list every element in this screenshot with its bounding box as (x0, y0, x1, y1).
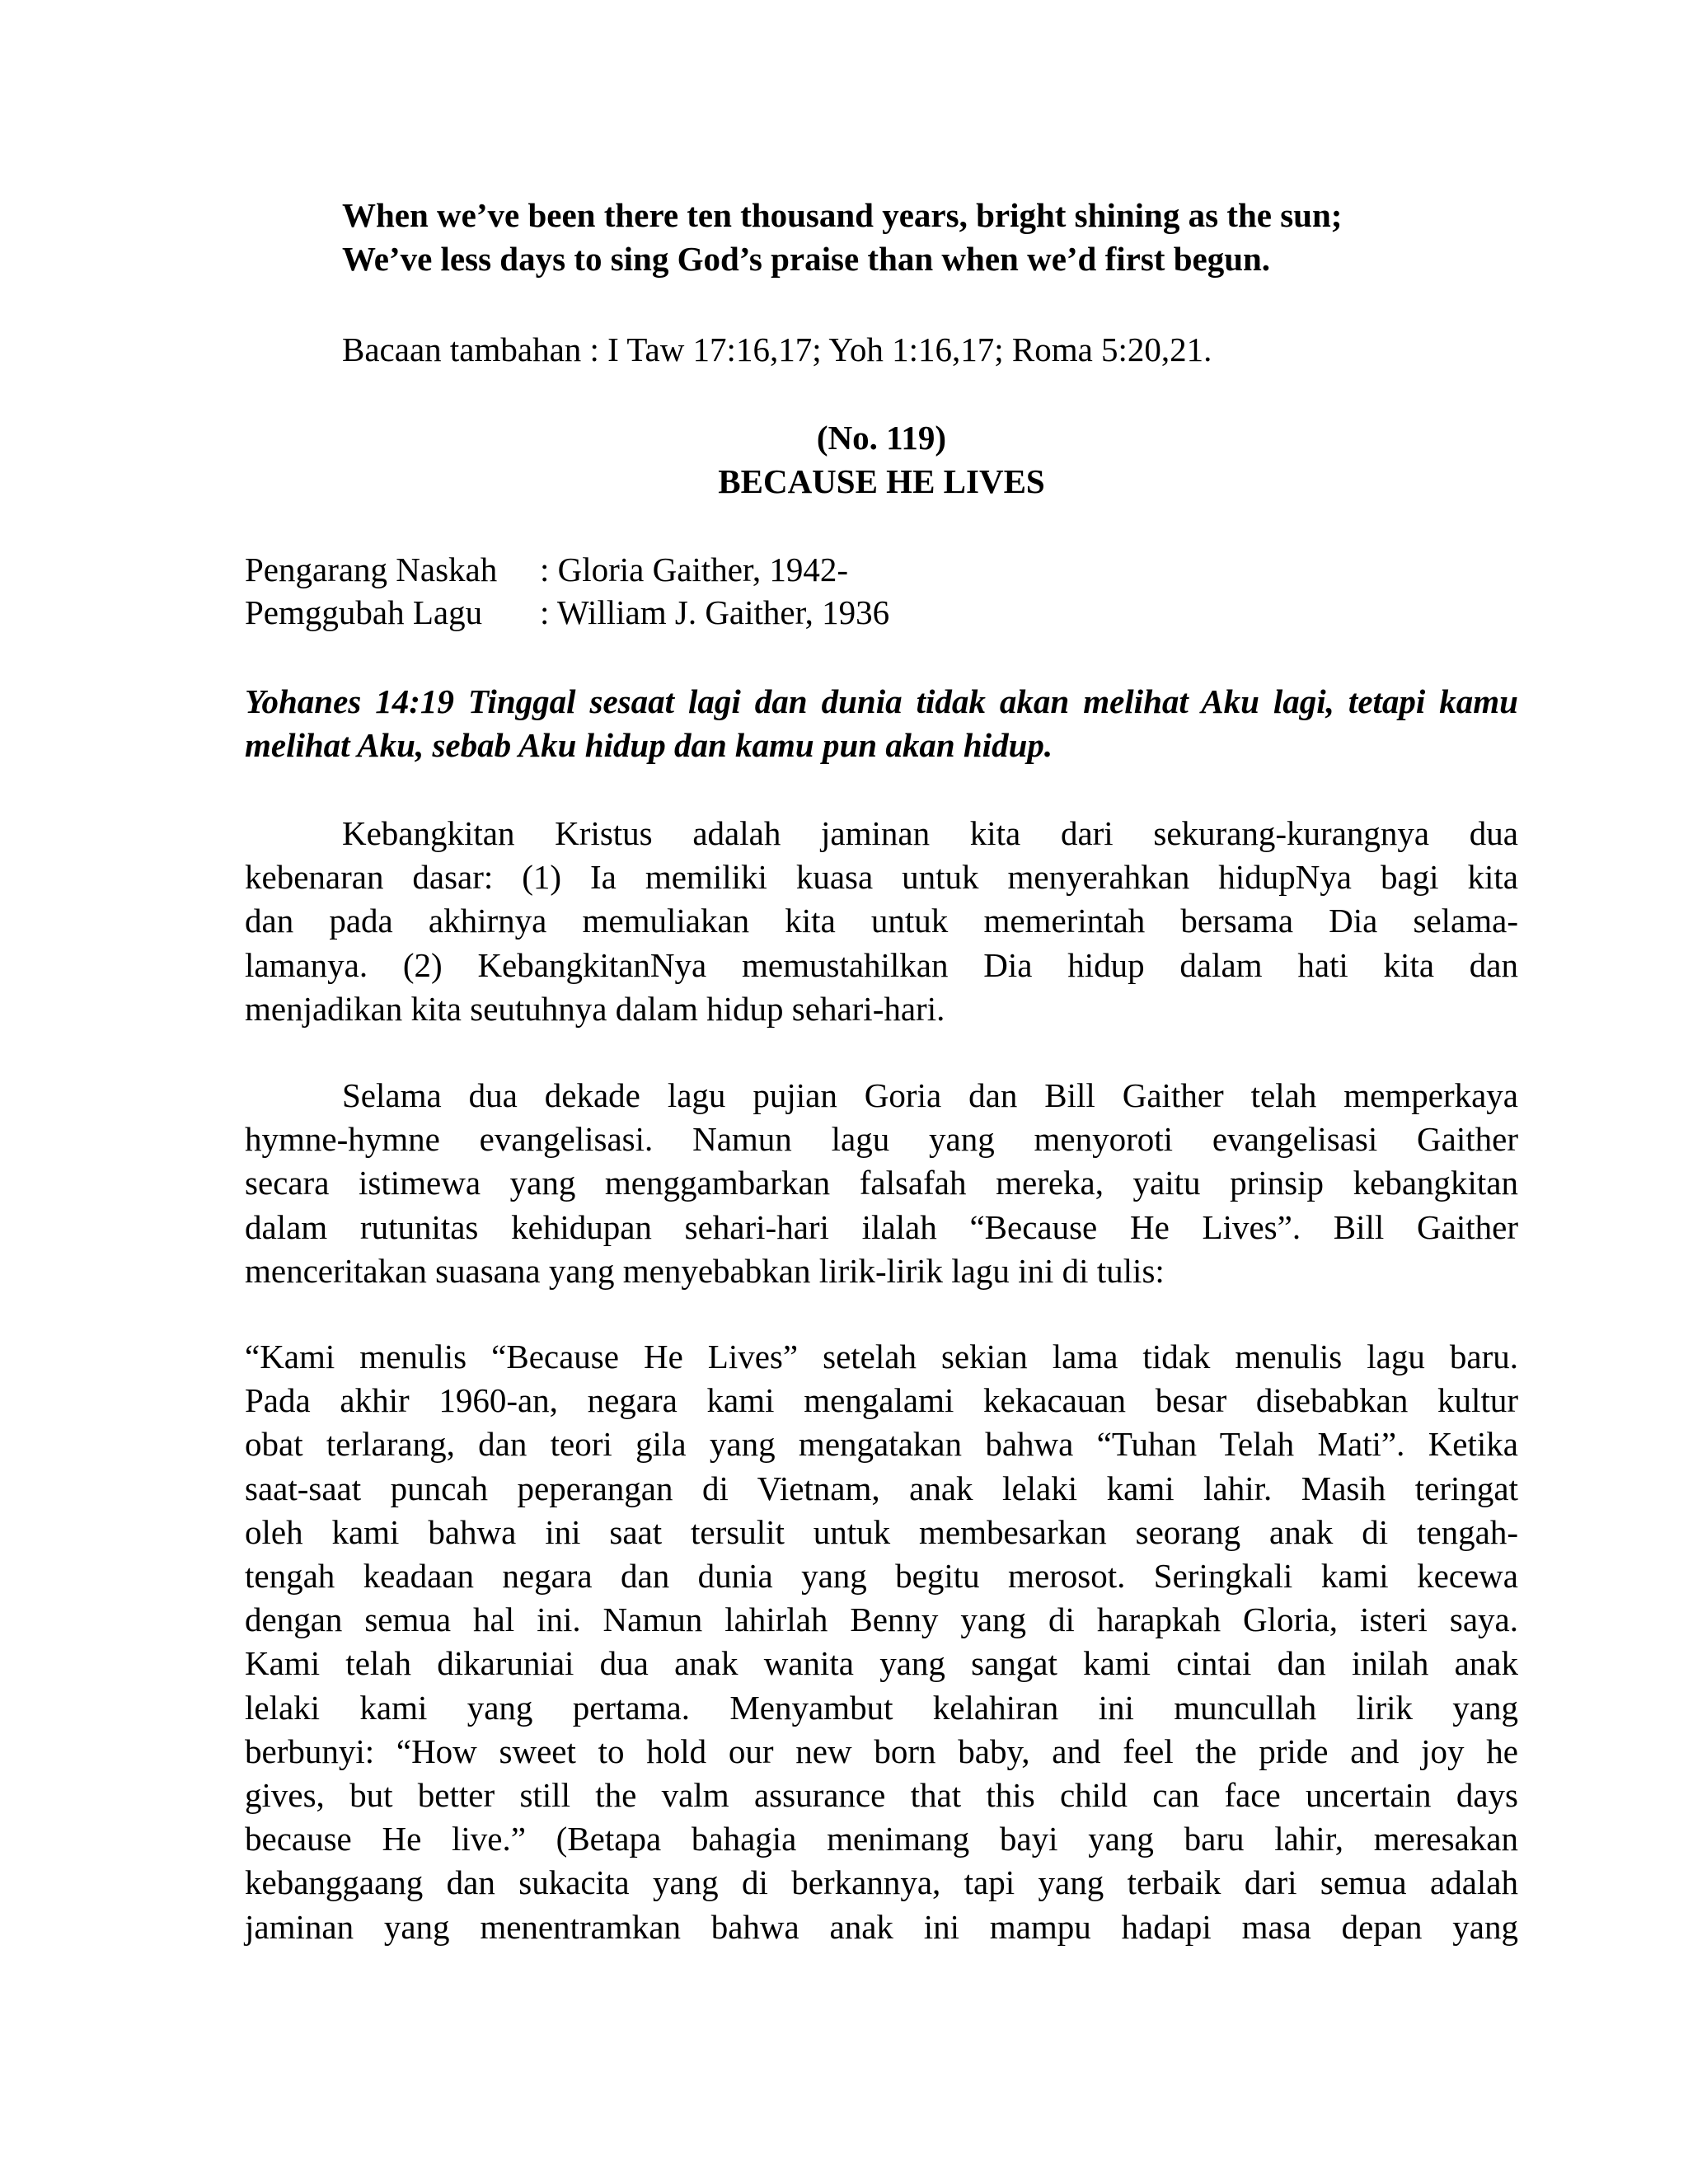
hymn-verse-excerpt (342, 194, 1521, 281)
composer-label: Pemggubah Lagu (245, 593, 483, 631)
paragraph-line: secara istimewa yang menggambarkan falsafah mereka, yaitu prinsip kebangkitan (245, 1164, 1518, 1202)
paragraph-line: oleh kami bahwa ini saat tersulit untuk membesarkan seorang anak di tengah- (245, 1512, 1518, 1551)
paragraph-line: because He live.” (Betapa bahagia menimang bayi yang baru lahir, meresakan (245, 1820, 1518, 1858)
paragraph-line: dalam rutunitas kehidupan sehari-hari ilalah “Because He Lives”. Bill Gaither (245, 1207, 1518, 1246)
composer-value: : William J. Gaither, 1936 (540, 593, 890, 631)
hymn-heading (245, 416, 1518, 504)
paragraph-line: saat-saat puncah peperangan di Vietnam, anak lelaki kami lahir. Masih teringat (245, 1469, 1518, 1507)
paragraph-line: jaminan yang menentramkan bahwa anak ini mampu hadapi masa depan yang (245, 1907, 1518, 1946)
paragraph-line: kebenaran dasar: (1) Ia memiliki kuasa untuk menyerahkan hidupNya bagi kita (245, 858, 1518, 897)
composer-credit (245, 591, 1518, 634)
body-paragraph (245, 812, 1518, 1031)
author-value: : Gloria Gaither, 1942- (540, 551, 849, 588)
body-paragraph (245, 1074, 1518, 1293)
paragraph-line: Kebangkitan Kristus adalah jaminan kita dari sekurang-kurangnya dua (342, 814, 1518, 852)
verse-line: When we’ve been there ten thousand years, bright shining as the sun; (342, 196, 1343, 234)
paragraph-line: berbunyi: “How sweet to hold our new born baby, and feel the pride and joy he (245, 1732, 1518, 1770)
paragraph-line: menceritakan suasana yang menyebabkan lirik-lirik lagu ini di tulis: (245, 1251, 1165, 1290)
hymn-credits (245, 548, 1518, 634)
paragraph-line: dan pada akhirnya memuliakan kita untuk memerintah bersama Dia selama- (245, 902, 1518, 940)
scripture-quote: Yohanes 14:19 Tinggal sesaat lagi dan dunia tidak akan melihat Aku lagi, tetapi kamu melihat Aku, sebab Aku hidup dan kamu pun akan hidup. (245, 682, 1518, 764)
paragraph-line: dengan semua hal ini. Namun lahirlah Benny yang di harapkah Gloria, isteri saya. (245, 1601, 1518, 1639)
author-credit (245, 548, 1518, 591)
paragraph-line: lelaki kami yang pertama. Menyambut kelahiran ini muncullah lirik yang (245, 1688, 1518, 1727)
paragraph-line: menjadikan kita seutuhnya dalam hidup sehari-hari. (245, 989, 945, 1028)
paragraph-line: Pada akhir 1960-an, negara kami mengalami kekacauan besar disebabkan kultur (245, 1381, 1518, 1420)
paragraph-line: gives, but better still the valm assurance that this child can face uncertain days (245, 1776, 1518, 1815)
paragraph-line: Kami telah dikaruniai dua anak wanita yang sangat kami cintai dan inilah anak (245, 1644, 1518, 1683)
hymn-title: BECAUSE HE LIVES (718, 462, 1045, 500)
paragraph-line: “Kami menulis “Because He Lives” setelah sekian lama tidak menulis lagu baru. (245, 1338, 1518, 1376)
paragraph-line: lamanya. (2) KebangkitanNya memustahilkan Dia hidup dalam hati kita dan (245, 945, 1518, 984)
hymn-number: (No. 119) (816, 419, 947, 457)
paragraph-line: obat terlarang, dan teori gila yang mengatakan bahwa “Tuhan Telah Mati”. Ketika (245, 1425, 1518, 1464)
additional-reading: Bacaan tambahan : I Taw 17:16,17; Yoh 1:16,17; Roma 5:20,21. (342, 330, 1212, 368)
author-label: Pengarang Naskah (245, 551, 498, 588)
body-paragraph (245, 1335, 1518, 1949)
verse-line: We’ve less days to sing God’s praise than when we’d first begun. (342, 240, 1271, 278)
paragraph-line: hymne-hymne evangelisasi. Namun lagu yang menyoroti evangelisasi Gaither (245, 1120, 1518, 1159)
paragraph-line: tengah keadaan negara dan dunia yang begitu merosot. Seringkali kami kecewa (245, 1557, 1518, 1596)
paragraph-line: Selama dua dekade lagu pujian Goria dan Bill Gaither telah memperkaya (342, 1076, 1518, 1114)
paragraph-line: kebanggaang dan sukacita yang di berkannya, tapi yang terbaik dari semua adalah (245, 1863, 1518, 1902)
